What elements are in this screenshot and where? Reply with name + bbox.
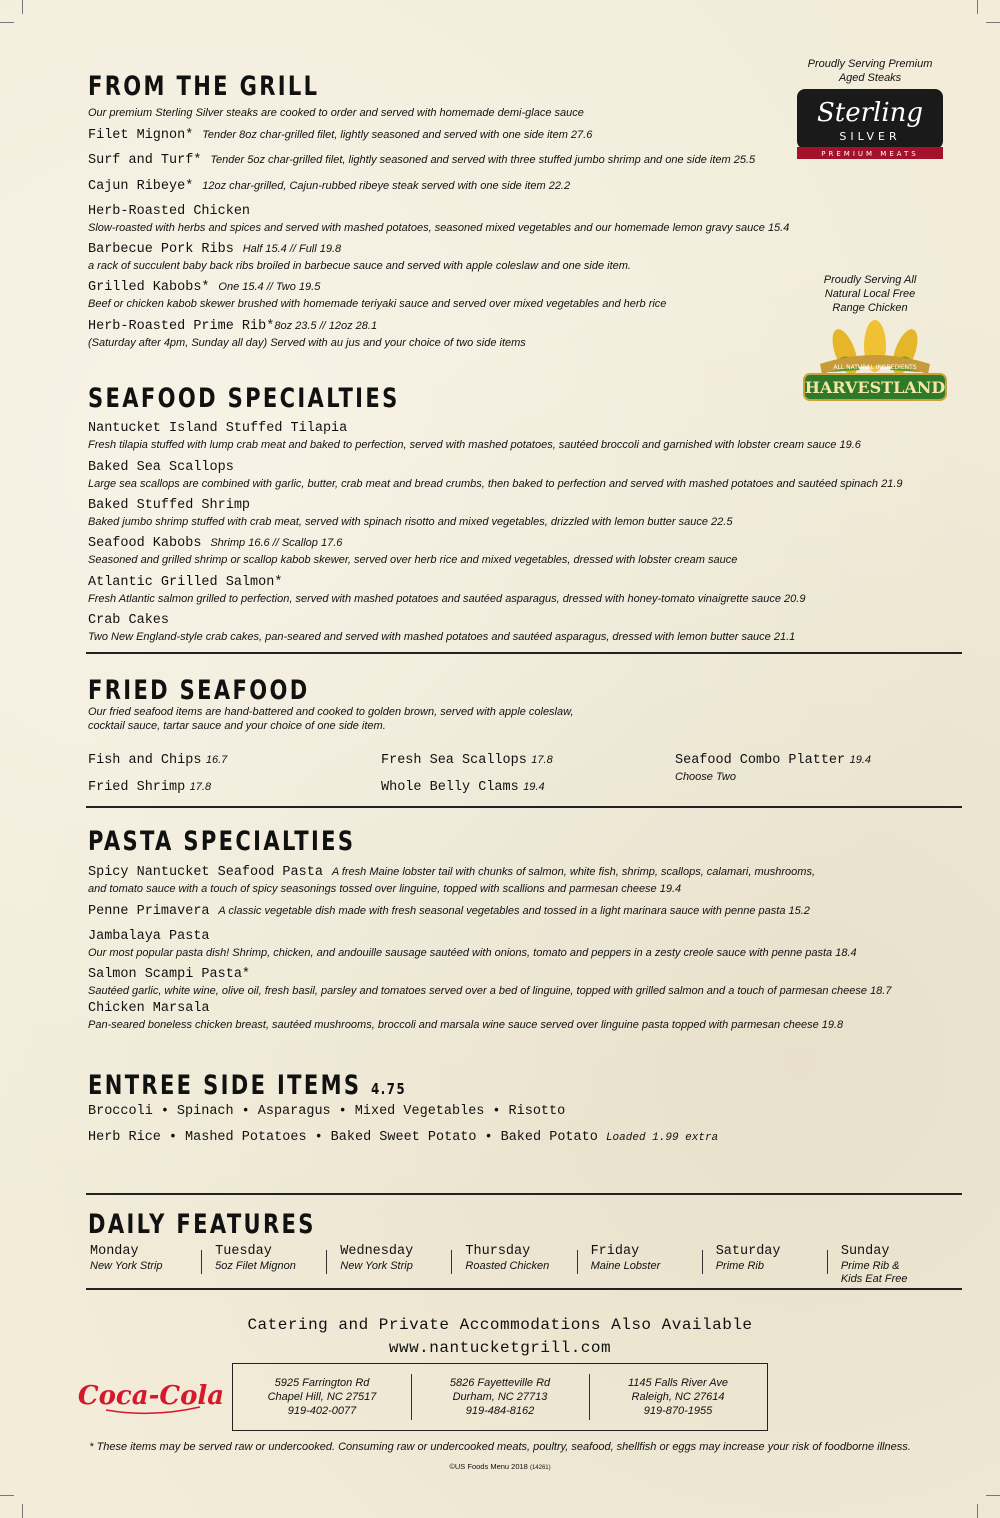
day-feature: New York Strip [90,1260,163,1272]
day-cell [213,1244,338,1290]
section-title-fried: FRIED SEAFOOD [88,675,310,706]
caption-line: Range Chicken [832,302,908,314]
harvestland-caption [790,273,950,315]
day-feature: 5oz Filet Mignon [215,1260,296,1272]
day-name: Sunday [840,1244,890,1259]
harvestland-word: HARVESTLAND [804,378,946,397]
sterling-caption [780,57,960,85]
item-desc: Baked jumbo shrimp stuffed with crab meat, served with spinach risotto and mixed vegetables, drizzled with lemon butter sauce 22.5 [88,516,733,528]
item-name: Penne Primavera [88,904,210,919]
day-cell [714,1244,839,1290]
location-phone: 919-402-0077 [287,1405,357,1417]
day-cell [839,1244,964,1290]
section-divider [86,806,962,808]
item-desc: A fresh Maine lobster tail with chunks of salmon, white fish, shrimp, scallops, calamari, mushrooms, [331,866,816,878]
item-name: Barbecue Pork Ribs [88,242,234,257]
menu-code: (14261) [529,1465,551,1471]
day-name: Saturday [715,1244,781,1259]
item-price: One 15.4 // Two 19.5 [218,281,321,293]
silver-word: SILVER [839,130,901,143]
crop-mark [986,22,1000,37]
fried-column [675,750,871,784]
day-name: Tuesday [215,1244,272,1259]
day-cell [88,1244,213,1290]
intro-line: cocktail sauce, tartar sauce and your choice of one side item. [88,720,386,732]
caption-line: Natural Local Free [824,288,916,300]
item-name: Baked Stuffed Shrimp [88,498,251,513]
copyright [0,1462,1000,1471]
section-title-grill: FROM THE GRILL [88,71,320,102]
sides-price: 4.75 [371,1080,407,1098]
side-note: Loaded 1.99 extra [605,1132,719,1144]
section-title-daily: DAILY FEATURES [88,1209,316,1240]
item-name: Nantucket Island Stuffed Tilapia [88,421,348,436]
bullet: • [338,1104,347,1119]
location [411,1364,589,1430]
location-city: Chapel Hill, NC 27517 [267,1391,377,1403]
location-city: Raleigh, NC 27614 [631,1391,725,1403]
bullet: • [241,1104,250,1119]
item-desc: (Saturday after 4pm, Sunday all day) Served with au jus and your choice of two side items [88,337,526,349]
item-name: Spicy Nantucket Seafood Pasta [88,865,323,880]
menu-item [88,176,958,195]
crop-mark [22,1504,37,1518]
item-price: 8oz 23.5 // 12oz 28.1 [274,320,378,332]
fried-column [381,750,553,796]
side-item: Broccoli [88,1104,153,1119]
item-desc: a rack of succulent baby back ribs broiled in barbecue sauce and served with apple coleslaw and one side item. [88,260,631,272]
item-name: Seafood Kabobs [88,536,202,551]
section-divider [86,652,962,654]
crop-mark [0,1481,14,1496]
day-cell [463,1244,588,1290]
item-name: Filet Mignon* [88,128,194,143]
item-name: Chicken Marsala [88,1001,210,1016]
menu-item [88,610,958,644]
menu-item [88,964,958,998]
section-title-seafood: SEAFOOD SPECIALTIES [88,383,400,414]
sides-row [88,1130,718,1145]
sterling-silver-logo [797,89,943,159]
side-item: Baked Sweet Potato [330,1130,477,1145]
crop-mark [22,0,37,14]
item-desc: Two New England-style crab cakes, pan-seared and served with mashed potatoes and sautéed asparagus, dressed with lemon butter sauce 21.1 [88,631,796,643]
item-desc: Large sea scallops are combined with garlic, butter, crab meat and bread crumbs, then baked to perfection and served with mashed potatoes and sautéed spinach 21.9 [88,478,903,490]
catering-note: Catering and Private Accommodations Also Available [247,1316,753,1334]
side-item: Baked Potato [500,1130,598,1145]
item-price: 17.8 [189,781,212,793]
menu-item [88,533,958,567]
menu-item [88,572,958,606]
item-price: Half 15.4 // Full 19.8 [242,243,342,255]
bullet: • [168,1130,178,1145]
day-feature: Maine Lobster [590,1260,661,1272]
sides-title-text: ENTREE SIDE ITEMS [88,1070,362,1101]
copyright-text: ©US Foods Menu 2018 [449,1462,528,1471]
item-desc: 12oz char-grilled, Cajun-rubbed ribeye steak served with one side item 22.2 [202,180,571,192]
crop-mark [963,1504,978,1518]
item-desc: and tomato sauce with a touch of spicy seasonings tossed over linguine, topped with scallions and parmesan cheese 19.4 [88,883,682,895]
item-name: Cajun Ribeye* [88,179,194,194]
side-item: Mashed Potatoes [185,1130,307,1145]
side-item: Asparagus [257,1104,331,1119]
menu-item [88,862,958,896]
item-name: Whole Belly Clams [381,780,519,795]
bullet: • [314,1130,323,1145]
side-item: Herb Rice [88,1130,161,1145]
fried-intro [88,705,574,733]
item-desc: A classic vegetable dish made with fresh seasonal vegetables and tossed in a light marinara sauce with penne pasta 15.2 [218,905,810,917]
item-desc: Pan-seared boneless chicken breast, sautéed mushrooms, broccoli and marsala wine sauce served over linguine pasta topped with parmesan cheese 19.8 [88,1019,844,1031]
bullet: • [160,1104,169,1119]
item-name: Grilled Kabobs* [88,280,210,295]
daily-features-row [88,1244,964,1290]
item-name: Salmon Scampi Pasta* [88,967,251,982]
item-price: 19.4 [523,781,545,793]
item-name: Seafood Combo Platter [675,753,846,768]
item-name: Herb-Roasted Prime Rib* [88,319,275,334]
menu-item [88,418,958,452]
item-price: 17.8 [531,754,553,766]
day-feature: Kids Eat Free [840,1273,908,1285]
item-desc: Tender 5oz char-grilled filet, lightly seasoned and served with three stuffed jumbo shrimp and one side item 25.5 [210,154,756,166]
premium-meats-word: PREMIUM MEATS [821,150,919,158]
coca-cola-word: Coca-Cola [77,1381,225,1411]
location [233,1364,411,1430]
item-name: Crab Cakes [88,613,170,628]
day-feature: Prime Rib & [840,1260,900,1272]
day-cell [338,1244,463,1290]
location-phone: 919-870-1955 [643,1405,713,1417]
item-desc: Sautéed garlic, white wine, olive oil, fresh basil, parsley and tomatoes served over a bed of linguine, topped with grilled salmon and a touch of parmesan cheese 18.7 [88,985,892,997]
menu-item [88,901,958,920]
item-name: Baked Sea Scallops [88,460,234,475]
caption-line: Aged Steaks [838,72,902,84]
menu-item [88,926,958,960]
section-divider [86,1288,962,1290]
day-name: Monday [90,1244,139,1259]
item-name: Jambalaya Pasta [88,929,210,944]
sides-row [88,1104,565,1119]
item-note: Choose Two [675,771,736,783]
sterling-word: Sterling [816,98,924,128]
food-safety-disclaimer: * These items may be served raw or undercooked. Consuming raw or undercooked meats, poultry, seafood, shellfish or eggs may increase your risk of foodborne illness. [89,1441,911,1453]
menu-item [88,457,958,491]
crop-mark [0,22,14,37]
bullet: • [492,1104,501,1119]
side-item: Mixed Vegetables [354,1104,485,1119]
bullet: • [484,1130,493,1145]
menu-item [88,495,958,529]
coca-cola-logo [77,1374,225,1416]
location-street: 1145 Falls River Ave [627,1377,729,1389]
item-desc: Beef or chicken kabob skewer brushed with homemade teriyaki sauce and served over mixed vegetables and herb rice [88,298,667,310]
section-title-sides [88,1072,406,1099]
item-name: Herb-Roasted Chicken [88,204,251,219]
day-name: Wednesday [340,1244,414,1259]
caption-line: Proudly Serving Premium [807,58,933,70]
item-desc: Our most popular pasta dish! Shrimp, chicken, and andouille sausage sautéed with onions, tomato and peppers in a zesty creole sauce with penne pasta 18.4 [88,947,857,959]
fried-column [88,750,227,796]
item-desc: Slow-roasted with herbs and spices and served with mashed potatoes, seasoned mixed vegetables and our homemade lemon gravy sauce 15.4 [88,222,790,234]
website-link[interactable]: www.nantucketgrill.com [388,1339,612,1357]
side-item: Risotto [508,1104,566,1119]
day-cell [589,1244,714,1290]
locations-box [232,1363,768,1431]
menu-item [88,239,958,273]
menu-item [88,201,958,235]
side-item: Spinach [176,1104,234,1119]
day-feature: Roasted Chicken [465,1260,550,1272]
day-feature: New York Strip [340,1260,413,1272]
item-name: Fish and Chips [88,753,202,768]
location [589,1364,767,1430]
crop-mark [986,1481,1000,1496]
location-city: Durham, NC 27713 [452,1391,548,1403]
harvestland-logo [800,322,950,410]
section-divider [86,1193,962,1195]
item-desc: Tender 8oz char-grilled filet, lightly seasoned and served with one side item 27.6 [202,129,593,141]
caption-line: Proudly Serving All [823,274,917,286]
harvestland-tagline: ALL NATURAL INGREDIENTS [833,364,917,371]
menu-item [88,998,958,1032]
location-street: 5826 Fayetteville Rd [449,1377,551,1389]
item-price: 16.7 [205,754,228,766]
crop-mark [963,0,978,14]
item-name: Atlantic Grilled Salmon* [88,575,283,590]
grill-intro: Our premium Sterling Silver steaks are cooked to order and served with homemade demi-glace sauce [88,107,584,119]
section-title-pasta: PASTA SPECIALTIES [88,826,356,857]
day-feature: Prime Rib [715,1260,764,1272]
item-price: Shrimp 16.6 // Scallop 17.6 [210,537,343,549]
item-desc: Fresh Atlantic salmon grilled to perfection, served with mashed potatoes and sautéed asparagus, dressed with honey-tomato vinaigrette sauce 20.9 [88,593,806,605]
item-desc: Seasoned and grilled shrimp or scallop kabob skewer, served over herb rice and mixed vegetables, dressed with lobster cream sauce [88,554,738,566]
location-phone: 919-484-8162 [465,1405,535,1417]
location-street: 5925 Farrington Rd [274,1377,370,1389]
item-name: Fresh Sea Scallops [381,753,527,768]
intro-line: Our fried seafood items are hand-battered and cooked to golden brown, served with apple coleslaw, [88,706,574,718]
item-price: 19.4 [849,754,872,766]
item-name: Fried Shrimp [88,780,186,795]
day-name: Thursday [465,1244,531,1259]
day-name: Friday [590,1244,640,1259]
item-desc: Fresh tilapia stuffed with lump crab meat and baked to perfection, served with mashed potatoes, sautéed broccoli and garnished with lobster cream sauce 19.6 [88,439,861,451]
item-name: Surf and Turf* [88,153,202,168]
